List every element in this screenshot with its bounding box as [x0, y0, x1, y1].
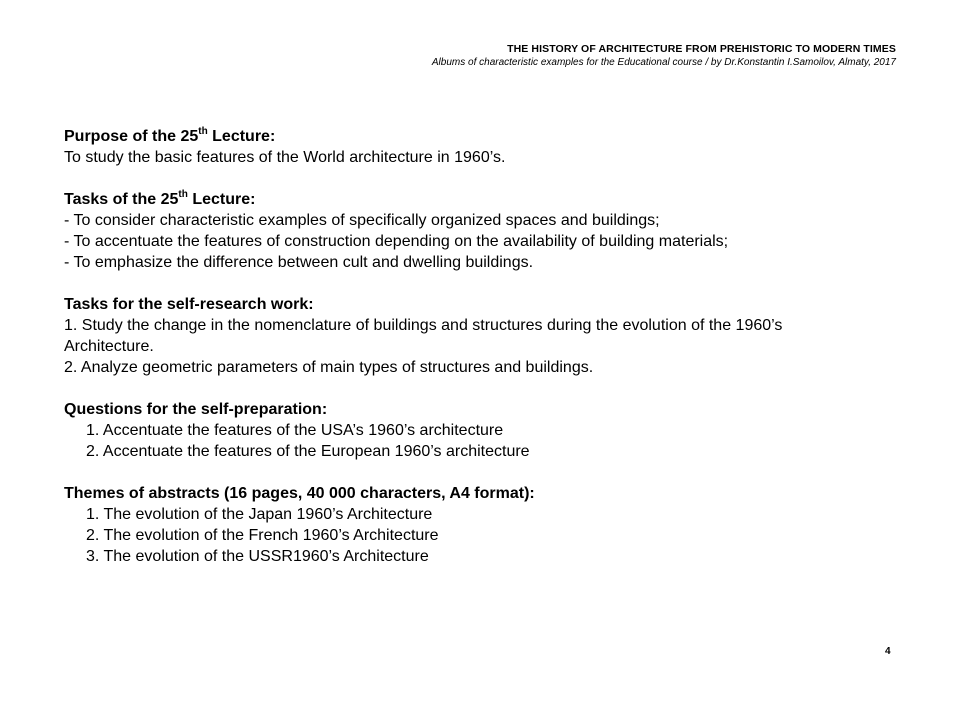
purpose-heading-sup: th [198, 125, 208, 137]
tasks-heading [64, 189, 904, 210]
tasks-line: - To accentuate the features of construction depending on the availability of building materials; [64, 233, 729, 250]
tasks-heading-sup: th [178, 188, 188, 200]
questions-heading: Questions for the self-preparation: [64, 401, 328, 418]
self-research-line: 1. Study the change in the nomenclature of buildings and structures during the evolution of the 1960’s [64, 317, 783, 334]
header-title: THE HISTORY OF ARCHITECTURE FROM PREHISTORIC TO MODERN TIMES [507, 43, 896, 55]
purpose-section [64, 126, 904, 168]
themes-item: 2. The evolution of the French 1960’s Architecture [86, 527, 439, 544]
tasks-line: - To consider characteristic examples of specifically organized spaces and buildings; [64, 212, 660, 229]
purpose-line: To study the basic features of the World architecture in 1960’s. [64, 149, 506, 166]
themes-item: 3. The evolution of the USSR1960’s Architecture [86, 548, 429, 565]
themes-item: 1. The evolution of the Japan 1960’s Architecture [86, 506, 433, 523]
questions-section [64, 399, 904, 462]
self-research-line: Architecture. [64, 338, 154, 355]
tasks-line: - To emphasize the difference between cult and dwelling buildings. [64, 254, 534, 271]
themes-heading: Themes of abstracts (16 pages, 40 000 characters, A4 format): [64, 485, 535, 502]
themes-section [64, 483, 904, 567]
page-header [196, 42, 896, 70]
page-number: 4 [885, 646, 891, 657]
header-subtitle: Albums of characteristic examples for the Educational course / by Dr.Konstantin I.Samoilov, Almaty, 2017 [431, 57, 896, 68]
tasks-heading-text: Tasks of the 25 [64, 191, 179, 208]
purpose-heading [64, 126, 904, 147]
document-body [64, 126, 904, 588]
self-research-heading: Tasks for the self-research work: [64, 296, 314, 313]
purpose-heading-suffix: Lecture: [207, 128, 276, 145]
questions-item: 2. Accentuate the features of the European 1960’s architecture [86, 443, 530, 460]
tasks-heading-suffix: Lecture: [187, 191, 256, 208]
self-research-line: 2. Analyze geometric parameters of main types of structures and buildings. [64, 359, 594, 376]
questions-item: 1. Accentuate the features of the USA’s 1960’s architecture [86, 422, 504, 439]
purpose-heading-text: Purpose of the 25 [64, 128, 199, 145]
self-research-section [64, 294, 904, 378]
tasks-section [64, 189, 904, 273]
